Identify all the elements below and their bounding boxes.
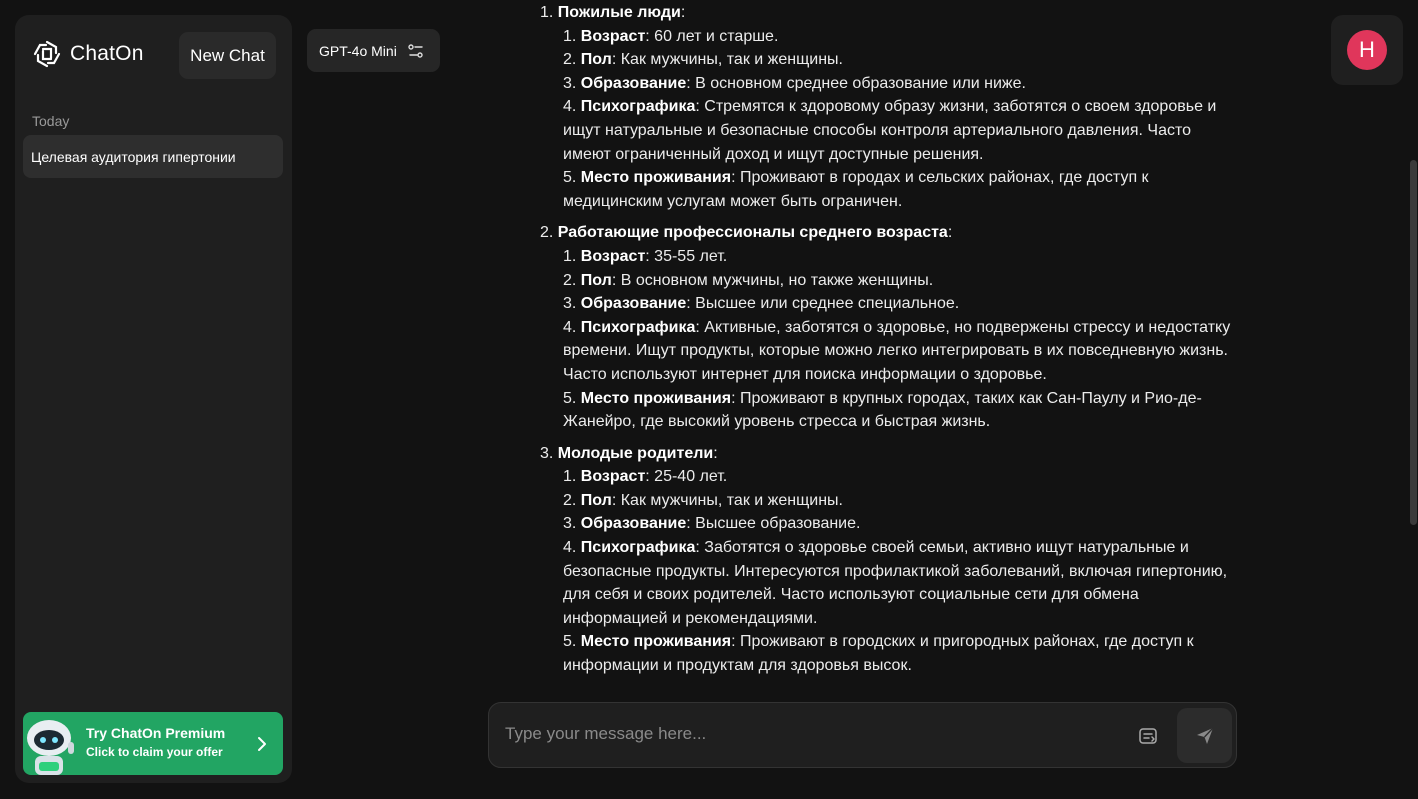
list-item-text: : 25-40 лет.	[645, 468, 728, 486]
model-label: GPT-4o Mini	[319, 42, 397, 59]
list-item-number: 5.	[563, 389, 577, 407]
history-section-label: Today	[32, 113, 70, 129]
group-title-text: Работающие профессионалы среднего возраста	[557, 224, 948, 242]
list-item-text: : В основном среднее образование или ниже.	[686, 74, 1026, 92]
group-title: 2. Работающие профессионалы среднего возраста:	[540, 224, 953, 242]
list-item-number: 4.	[563, 539, 577, 557]
list-item-label: Психографика	[580, 318, 696, 336]
list-item-label: Образование	[580, 515, 687, 533]
app-logo[interactable]	[32, 39, 144, 69]
user-menu[interactable]	[1331, 15, 1403, 85]
list-item-text: : 35-55 лет.	[645, 247, 728, 265]
premium-banner[interactable]	[23, 712, 283, 775]
app-name: ChatOn	[70, 42, 144, 65]
group-number: 1.	[540, 4, 554, 21]
list-item-label: Образование	[580, 295, 687, 313]
list-item-text: : Активные, заботятся о здоровье, но подвержены стрессу и недостатку времени. Ищут продукты, которые можно легко интегрировать в их повседневную жизнь. Часто используют интернет для поиска информации о здоровье.	[563, 318, 1231, 383]
scrollbar-thumb[interactable]	[1410, 160, 1417, 525]
list-item-label: Место проживания	[580, 389, 732, 407]
prompt-library-icon[interactable]	[1137, 725, 1159, 747]
list-item-text: : Высшее или среднее специальное.	[686, 295, 960, 313]
assistant-message	[540, 1, 1240, 686]
group-number: 2.	[540, 224, 554, 242]
list-item-number: 1.	[563, 247, 577, 265]
list-item-label: Пол	[580, 51, 612, 69]
message-composer	[488, 702, 1237, 768]
list-item-text: : В основном мужчины, но также женщины.	[611, 271, 934, 289]
sidebar	[15, 15, 292, 783]
list-item-number: 3.	[563, 74, 577, 92]
list-item-text: : Высшее образование.	[686, 515, 861, 533]
list-item	[563, 465, 1240, 489]
list-item-text: : Проживают в городах и сельских районах, где доступ к медицинским услугам может быть ограничен.	[563, 169, 1149, 210]
list-item-label: Пол	[580, 491, 612, 509]
sliders-icon	[407, 42, 425, 60]
history-item[interactable]: Целевая аудитория гипертонии	[23, 135, 283, 178]
list-item	[563, 387, 1240, 434]
send-button[interactable]	[1177, 708, 1232, 763]
group-title-text: Молодые родители	[557, 444, 714, 462]
group-title: 3. Молодые родители:	[540, 444, 718, 462]
list-item-number: 4.	[563, 98, 577, 116]
list-item-number: 2.	[563, 491, 577, 509]
list-item	[563, 25, 1240, 49]
list-item-label: Пол	[580, 271, 612, 289]
chevron-right-icon	[255, 734, 269, 754]
list-item-text: : Заботятся о здоровье своей семьи, активно ищут натуральные и безопасные продукты. Интересуются профилактикой заболеваний, включая гипертонию, для себя и своих родителей. Часто используют социальные сети для обмена информацией и рекомендациями.	[563, 539, 1228, 627]
group-number: 3.	[540, 444, 554, 462]
list-item	[563, 536, 1240, 630]
list-item-text: : Стремятся к здоровому образу жизни, заботятся о своем здоровье и ищут натуральные и безопасные способы контроля артериального давления. Часто имеют ограниченный доход и ищут доступные решения.	[563, 98, 1217, 163]
model-selector-button[interactable]	[307, 29, 440, 72]
list-item-number: 3.	[563, 515, 577, 533]
avatar[interactable]: H	[1347, 30, 1387, 70]
list-item	[563, 166, 1240, 213]
list-item-number: 5.	[563, 633, 577, 651]
chaton-logo-icon	[32, 39, 62, 69]
list-item-text: : Как мужчины, так и женщины.	[611, 51, 843, 69]
list-item	[563, 292, 1240, 316]
list-item-label: Психографика	[580, 539, 696, 557]
list-item	[563, 630, 1240, 677]
list-item-number: 2.	[563, 271, 577, 289]
list-item	[563, 245, 1240, 269]
list-item-text: : Как мужчины, так и женщины.	[611, 491, 843, 509]
list-item	[563, 48, 1240, 72]
list-item-text: : Проживают в крупных городах, таких как Сан-Паулу и Рио-де-Жанейро, где высокий уровень стресса и быстрая жизнь.	[563, 389, 1202, 431]
message-group	[540, 221, 1240, 433]
list-item-number: 2.	[563, 51, 577, 69]
group-title: 1. Пожилые люди:	[540, 4, 686, 21]
robot-mascot-icon	[23, 712, 79, 775]
premium-title: Try ChatOn Premium	[86, 725, 226, 741]
list-item-label: Возраст	[580, 27, 646, 45]
list-item	[563, 95, 1240, 166]
list-item	[563, 489, 1240, 513]
message-input[interactable]	[505, 724, 1105, 744]
list-item-label: Психографика	[580, 98, 696, 116]
list-item-label: Образование	[580, 74, 687, 92]
list-item-label: Возраст	[580, 468, 646, 486]
list-item-number: 3.	[563, 295, 577, 313]
list-item-label: Место проживания	[580, 169, 732, 187]
list-item-number: 1.	[563, 468, 577, 486]
premium-subtitle: Click to claim your offer	[86, 745, 223, 759]
list-item-number: 5.	[563, 169, 577, 187]
list-item	[563, 316, 1240, 387]
send-icon	[1194, 725, 1216, 747]
message-group	[540, 442, 1240, 678]
list-item	[563, 72, 1240, 96]
list-item-number: 4.	[563, 318, 577, 336]
list-item-text: : Проживают в городских и пригородных районах, где доступ к информации и продуктам для здоровья высок.	[563, 633, 1194, 675]
list-item-label: Место проживания	[580, 633, 732, 651]
list-item-text: : 60 лет и старше.	[645, 27, 779, 45]
group-title-text: Пожилые люди	[557, 4, 681, 21]
list-item	[563, 512, 1240, 536]
new-chat-button[interactable]: New Chat	[179, 32, 276, 79]
list-item-label: Возраст	[580, 247, 646, 265]
list-item	[563, 269, 1240, 293]
list-item-number: 1.	[563, 27, 577, 45]
message-group	[540, 1, 1240, 213]
